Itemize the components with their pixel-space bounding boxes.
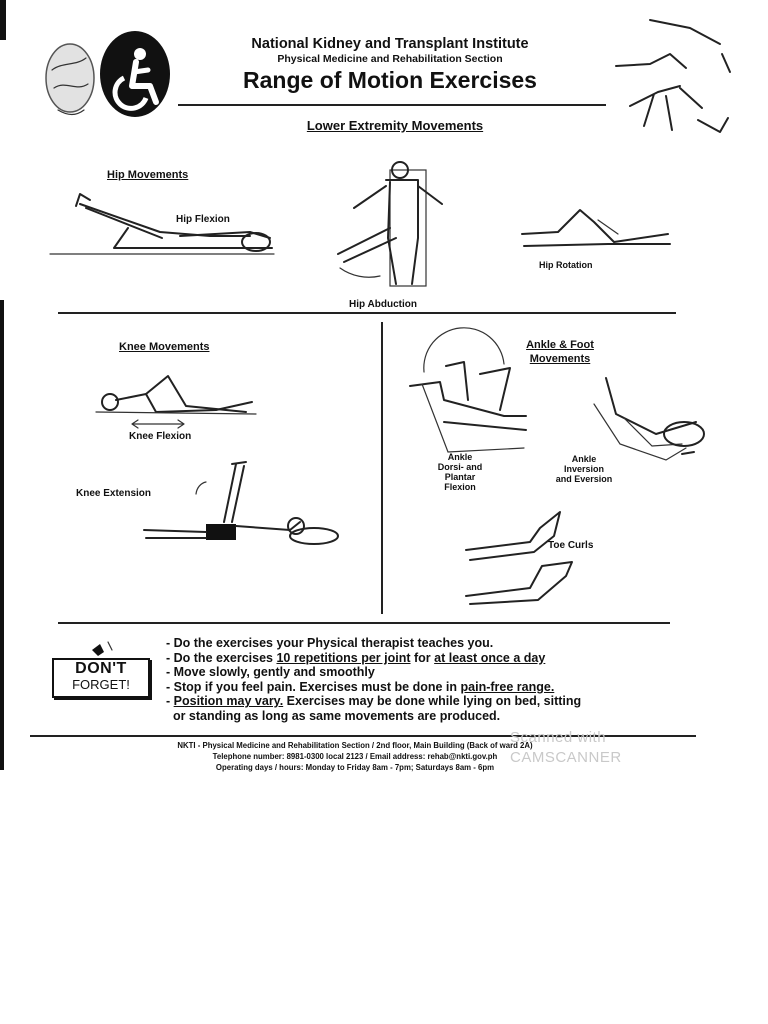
ankle-dorsi-label-line1: Ankle bbox=[447, 452, 473, 462]
ankle-heading-line2: Movements bbox=[529, 353, 591, 365]
toe-curls-figure bbox=[460, 500, 580, 610]
wheelchair-logo-icon bbox=[98, 30, 172, 118]
ankle-dorsi-figure bbox=[404, 360, 534, 460]
knee-flexion-label: Knee Flexion bbox=[129, 431, 192, 442]
pin-icon bbox=[88, 640, 118, 660]
stretching-figure-icon bbox=[610, 14, 740, 144]
knee-extension-figure bbox=[140, 460, 340, 550]
ankle-inversion-label-line3: and Eversion bbox=[555, 474, 613, 484]
exercise-section-bottom-rule bbox=[58, 622, 670, 624]
hip-flexion-label: Hip Flexion bbox=[176, 214, 230, 225]
page-title: Range of Motion Exercises bbox=[243, 67, 537, 93]
toe-curls-label: Toe Curls bbox=[548, 540, 594, 551]
watermark-line1: Scanned with bbox=[510, 729, 607, 746]
hip-rotation-figure bbox=[518, 204, 678, 264]
ankle-inversion-label bbox=[536, 454, 632, 484]
reminder-list bbox=[166, 636, 726, 724]
double-arrow-icon bbox=[128, 418, 188, 430]
section-vertical-divider bbox=[381, 322, 383, 614]
footer-contact bbox=[60, 740, 650, 773]
reminder-5: - Position may vary. Exercises may be done while lying on bed, sitting bbox=[166, 694, 582, 709]
ankle-dorsi-label bbox=[412, 452, 508, 492]
dont-forget-badge bbox=[52, 658, 150, 698]
reminder-6: or standing as long as same movements are produced. bbox=[166, 708, 501, 723]
reminder-1: - Do the exercises your Physical therapist teaches you. bbox=[166, 636, 494, 650]
knee-heading: Knee Movements bbox=[119, 341, 210, 353]
ankle-heading-line1: Ankle & Foot bbox=[526, 339, 594, 351]
ankle-inversion-label-line1: Ankle bbox=[571, 454, 597, 464]
reminder-3: - Move slowly, gently and smoothly bbox=[166, 665, 375, 680]
subtitle: Lower Extremity Movements bbox=[306, 118, 484, 133]
hip-abduction-figure bbox=[330, 158, 450, 288]
section-name: Physical Medicine and Rehabilitation Section bbox=[277, 53, 503, 65]
ankle-inversion-label-line2: Inversion bbox=[563, 464, 604, 474]
reminder-2: - Do the exercises 10 repetitions per joint for at least once a day bbox=[166, 650, 546, 665]
globe-logo-icon bbox=[42, 40, 98, 120]
hip-abduction-label: Hip Abduction bbox=[349, 299, 417, 310]
ankle-dorsi-label-line4: Flexion bbox=[444, 482, 476, 492]
hip-heading: Hip Movements bbox=[107, 169, 189, 181]
scan-edge-top bbox=[0, 0, 6, 40]
hip-rotation-label: Hip Rotation bbox=[539, 260, 593, 270]
dont-forget-line2: FORGET! bbox=[72, 677, 130, 692]
dont-forget-line1: DON'T bbox=[75, 660, 127, 677]
title-rule bbox=[178, 104, 606, 106]
footer-line2: Telephone number: 8981-0300 local 2123 / Email address: rehab@nkti.gov.ph bbox=[212, 752, 498, 761]
org-name: National Kidney and Transplant Institute bbox=[251, 36, 529, 52]
footer-line1: NKTI - Physical Medicine and Rehabilitation Section / 2nd floor, Main Building (Back of ward 2A) bbox=[177, 741, 533, 750]
hip-flexion-figure bbox=[50, 192, 280, 262]
reminder-4: - Stop if you feel pain. Exercises must be done in pain-free range. bbox=[166, 679, 555, 694]
ankle-dorsi-label-line3: Plantar bbox=[444, 472, 476, 482]
scan-edge-left bbox=[0, 300, 4, 770]
hip-section-divider bbox=[58, 312, 676, 314]
ankle-dorsi-label-line2: Dorsi- and bbox=[437, 462, 483, 472]
footer-line3: Operating days / hours: Monday to Friday 8am - 7pm; Saturdays 8am - 6pm bbox=[215, 763, 495, 772]
watermark-line2: CAMSCANNER bbox=[510, 749, 622, 766]
knee-extension-label: Knee Extension bbox=[76, 488, 152, 499]
